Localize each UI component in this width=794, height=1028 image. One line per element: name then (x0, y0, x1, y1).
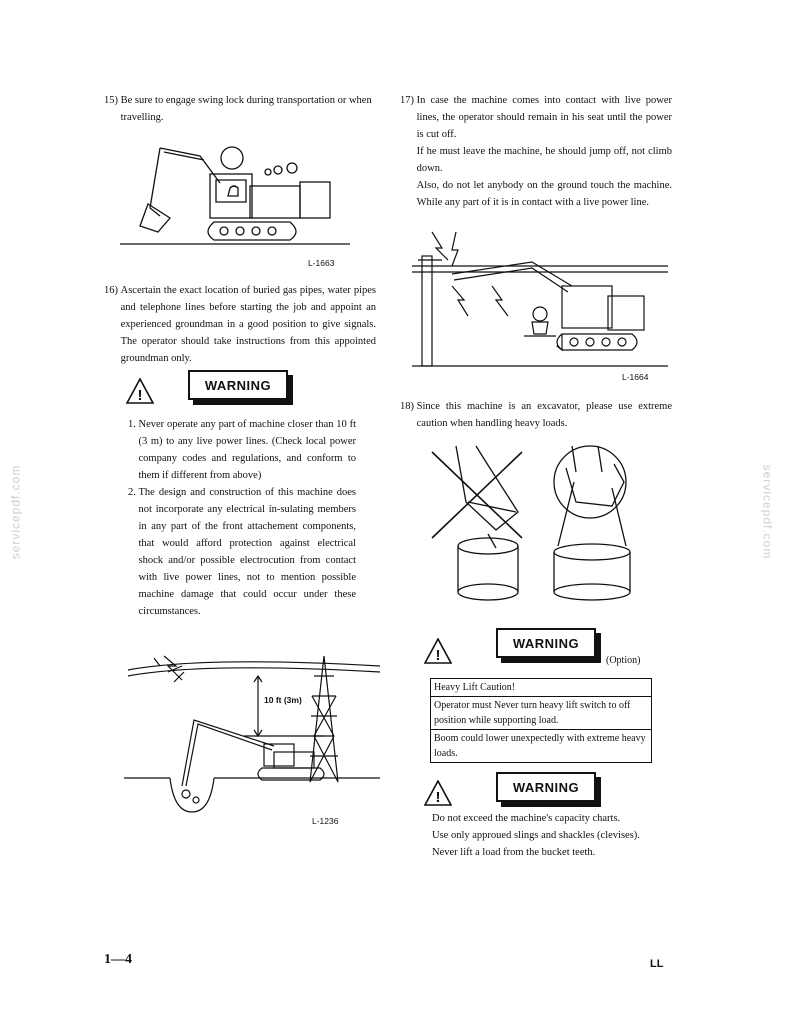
page-number: 1—4 (104, 952, 132, 967)
svg-text:!: ! (435, 789, 441, 806)
item-17-number: 17) (400, 95, 414, 106)
warning-triangle-icon (424, 638, 452, 664)
warning-list (128, 416, 356, 620)
item-16-text: Ascertain the exact location of buried gas pipes, water pipes and telephone lines before starting the job and appoint an experienced groundman in a good position to give signals. The operator should take instructions from this appointed groundman only. (120, 285, 376, 364)
item-17-line-3: Also, do not let anybody on the ground touch the machine. While any part of it is in contact with a live power line. (416, 180, 672, 208)
item-17-line-2: If he must leave the machine, he should jump off, not climb down. (416, 146, 672, 174)
figure-3-label: L-1236 (312, 816, 339, 826)
warning-triangle-icon (424, 780, 452, 806)
figure-sling-comparison (426, 442, 658, 602)
item-15-number: 15) (104, 95, 118, 106)
warning-triangle-icon (126, 378, 154, 404)
warning-item (128, 484, 356, 620)
figure-live-power-line (412, 226, 668, 374)
watermark-left: servicepdf.com (8, 464, 23, 560)
item-16 (104, 282, 376, 367)
watermark-right: servicepdf.com (760, 464, 775, 560)
note-line-3: Never lift a load from the bucket teeth. (432, 847, 596, 858)
option-note: (Option) (606, 655, 641, 666)
warning-1-number: 1. (128, 419, 136, 430)
caution-line-1: Heavy Lift Caution! (431, 679, 651, 697)
item-18-number: 18) (400, 401, 414, 412)
caution-line-3: Boom could lower unexpectedly with extreme heavy loads. (434, 733, 646, 759)
item-18-text: Since this machine is an excavator, please use extreme caution when handling heavy loads. (416, 401, 672, 429)
note-line-1: Do not exceed the machine's capacity charts. (432, 813, 621, 824)
item-15 (104, 92, 376, 126)
figure-swing-lock (120, 138, 350, 256)
capacity-notes (432, 810, 672, 861)
item-18 (400, 398, 672, 432)
warning-label-2: WARNING (496, 628, 596, 658)
item-16-number: 16) (104, 285, 118, 296)
figure-3-dimension: 10 ft (3m) (264, 695, 302, 705)
figure-2-label: L-1664 (622, 372, 649, 382)
warning-2-text: The design and construction of this machine does not incorporate any electrical in-sulating members in any part of the front attachement components, that would afford protection against electrical shock and/or possible electrocution from contact with live power lines, not to mention possible machine damage that could occur under these circumstances. (138, 487, 356, 617)
warning-label: WARNING (188, 370, 288, 400)
item-15-text: Be sure to engage swing lock during transportation or when travelling. (120, 95, 372, 123)
heavy-lift-caution-box (430, 678, 652, 763)
footer-code: LL (650, 958, 664, 970)
warning-label-3: WARNING (496, 772, 596, 802)
figure-power-line-clearance (124, 636, 380, 822)
warning-1-text: Never operate any part of machine closer than 10 ft (3 m) to any live power lines. (Check local power company codes and regulations, and conform to them if different from above) (138, 419, 356, 481)
svg-text:!: ! (435, 647, 441, 664)
note-line-2: Use only approued slings and shackles (clevises). (432, 830, 640, 841)
item-17 (400, 92, 672, 211)
caution-line-2: Operator must Never turn heavy lift switch to off position while supporting load. (431, 697, 651, 730)
item-17-line-1: In case the machine comes into contact with live power lines, the operator should remain in his seat until the power is cut off. (416, 95, 672, 140)
figure-1-label: L-1663 (308, 258, 335, 268)
warning-item (128, 416, 356, 484)
svg-text:!: ! (137, 387, 143, 404)
warning-2-number: 2. (128, 487, 136, 498)
